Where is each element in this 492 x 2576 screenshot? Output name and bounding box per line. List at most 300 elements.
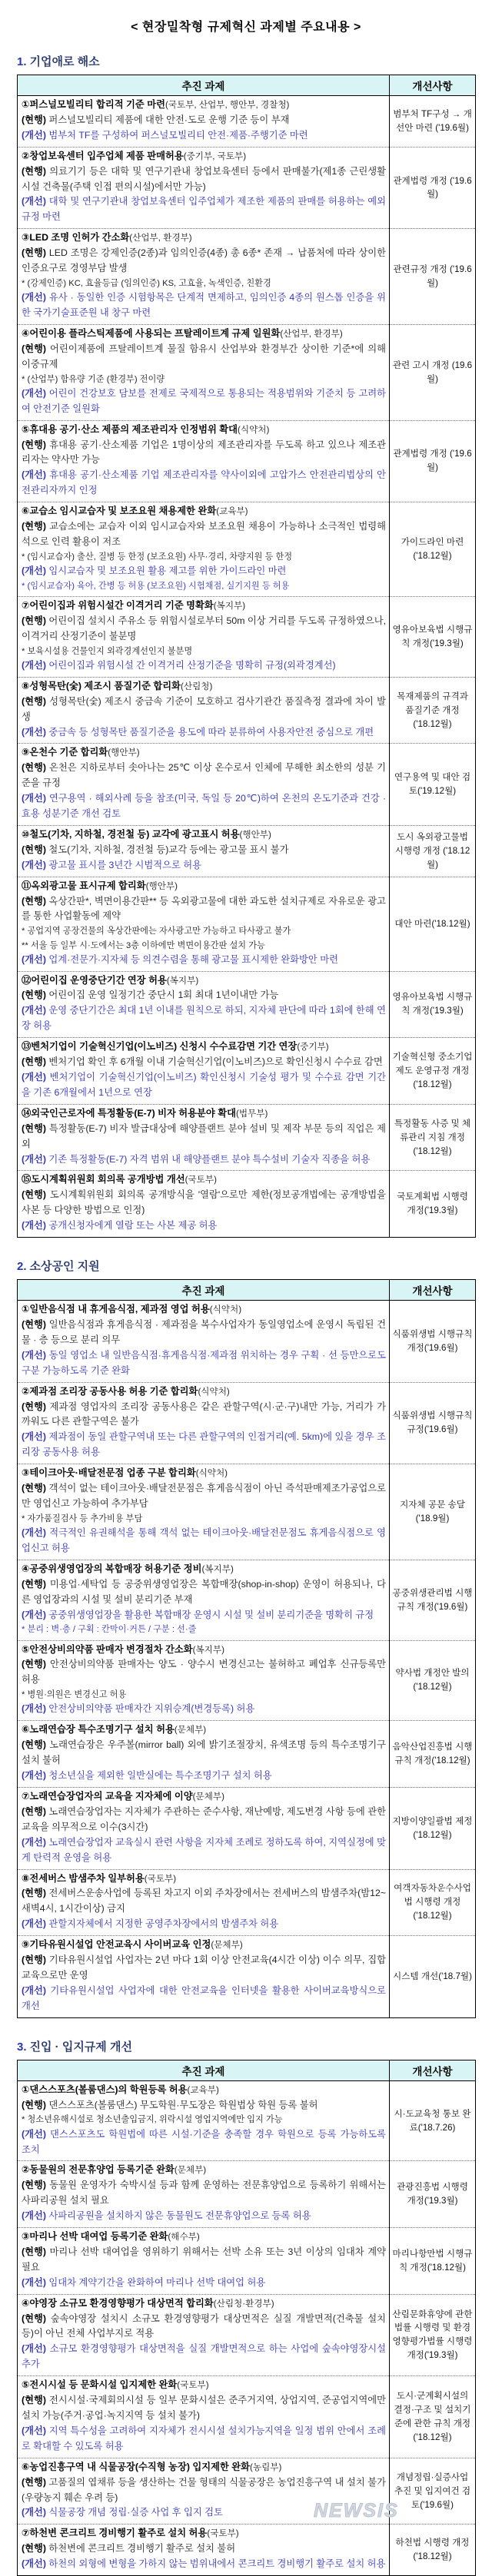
task-cell	[18, 2376, 390, 2458]
section-title: 소상공인 지원	[29, 1260, 100, 1274]
task-ministry: (국토부)	[207, 2528, 239, 2539]
column-header-improvement: 개선사항	[390, 2060, 476, 2080]
table-row	[18, 502, 476, 597]
footnote-line-blue: * (임시교습자) 육아, 간병 등 허용 (보조요원) 시험채점, 실기지원 등 허용	[22, 581, 290, 591]
footnote-line-blue: * 분리 : 벽·층 / 구획 : 칸막이·커튼 / 구분 : 선·줄	[22, 1625, 197, 1635]
improvement-cell: 관계법령 개정 ('19.6월)	[390, 420, 476, 502]
improve-label: (개선)	[22, 387, 46, 399]
improve-line: (개선) 청소년실을 제외한 일반실에는 특수조명기구 설치 허용	[22, 1770, 272, 1782]
table-row	[18, 825, 476, 877]
task-cell	[18, 2228, 390, 2295]
column-header-task: 추진 과제	[18, 75, 390, 96]
improve-label: (개선)	[22, 1431, 46, 1443]
table-row	[18, 420, 476, 502]
task-ministry: (국토부)	[177, 2380, 209, 2391]
task-title-text: ④공중위생영업장의 복합매장 허용기준 정비	[22, 1563, 202, 1574]
task-ministry: (중기부, 국토부)	[183, 151, 247, 161]
current-line: (현행) 옥상간판*, 벽면이용간판** 등 옥외광고물에 대한 과도한 설치규제로 자유로운 광고를 통한 사업활동에 제약	[22, 895, 386, 922]
task-title-text: ①일반음식점 내 휴게음식점, 제과점 영업 허용	[22, 1304, 210, 1315]
task-ministry: (식약처)	[195, 1468, 228, 1479]
improve-label: (개선)	[22, 2210, 46, 2222]
current-line: (현행) 특정활동(E-7) 비자 발급대상에 해양플랜트 분야 설비 및 제작 부문 등의 직업은 제외	[22, 1122, 386, 1149]
table-body	[18, 2080, 476, 2575]
task-ministry: (중기부)	[297, 1042, 329, 1053]
table-header	[18, 2060, 476, 2080]
improve-label: (개선)	[22, 196, 46, 207]
improve-label: (개선)	[22, 1527, 46, 1538]
page-title: < 현장밀착형 규제혁신 과제별 주요내용 >	[131, 21, 361, 34]
task-title-text: ⑨기타유원시설업 안전교육시 사이버교육 인정	[22, 1939, 211, 1951]
task-title-text: ⑥노래연습장 특수조명기구 설치 허용	[22, 1724, 175, 1736]
task-title-text: ⑥교습소 임시교습자 및 보조요원 채용제한 완화	[22, 506, 217, 517]
task-cell	[18, 971, 390, 1038]
task-ministry: (국토부)	[184, 1175, 217, 1185]
table-row	[18, 1787, 476, 1869]
task-title	[22, 745, 386, 761]
improvement-cell: 연구용역 및 대안 검토('19.12월)	[390, 744, 476, 826]
task-ministry: (문체부)	[174, 2165, 207, 2176]
table-row	[18, 744, 476, 826]
improve-label: (개선)	[22, 1836, 46, 1848]
improvement-cell: 지방이양일괄법 제정 ('18.12월)	[390, 1787, 476, 1869]
improve-label: (개선)	[22, 1918, 46, 1930]
task-title-text: ④어린이용 플라스틱제품에 사용되는 프탈레이트계 규제 일원화	[22, 327, 281, 339]
improvement-cell: 식품위생법 시행규칙 개정('19.6월)	[392, 1328, 473, 1353]
task-cell	[18, 96, 390, 148]
current-label: (현행)	[22, 1739, 46, 1751]
current-label: (현행)	[22, 1805, 46, 1817]
improvement-cell: 관련 고시 개정 (19.6월)	[390, 324, 476, 420]
task-title	[22, 98, 386, 113]
task-ministry: (문체부)	[174, 1725, 207, 1736]
improve-label: (개선)	[22, 1153, 46, 1165]
improvement-cell: 산림문화휴양에 관한 법률 시행령 및 환경영향평가법률 시행령 개정('19.3월)	[390, 2294, 476, 2376]
improvement-cell: 시스템 개선('18.7월)	[390, 1936, 476, 2018]
table-row	[18, 324, 476, 420]
task-cell	[18, 825, 390, 877]
current-label: (현행)	[22, 1189, 46, 1201]
task-ministry: (행안부)	[108, 748, 140, 758]
improvement-cell: 관련규정 개정 ('19.6월)	[390, 229, 476, 325]
improvement-cell: 특정활동 사증 및 체류관리 지침 개정('18.12월)	[390, 1104, 476, 1171]
current-label: (현행)	[22, 844, 46, 855]
improve-label: (개선)	[22, 2128, 46, 2140]
task-title	[22, 504, 386, 519]
task-ministry: (행안부)	[239, 829, 271, 840]
task-title	[22, 1643, 386, 1658]
task-table-2	[17, 1279, 476, 2018]
newsis-watermark: NEWSIS	[314, 2500, 399, 2521]
section-heading-1	[17, 53, 475, 69]
section-number: 1.	[17, 55, 27, 68]
task-title	[22, 879, 386, 894]
task-title	[22, 2460, 386, 2475]
improve-label: (개선)	[22, 1005, 46, 1016]
footnote-line: * 공업지역 공장건물의 옥상간판에는 자사광고만 가능하고 타사광고 불가	[22, 927, 291, 937]
task-ministry: (산업부, 환경부)	[280, 328, 343, 339]
table-row	[18, 147, 476, 229]
current-label: (현행)	[22, 1578, 46, 1590]
table-row	[18, 597, 476, 678]
section-heading-3	[17, 2038, 475, 2054]
task-title-text: ⑩철도(기차, 지하철, 경전철 등) 교각에 광고표시 허용	[22, 828, 240, 840]
task-cell	[18, 1171, 390, 1238]
task-ministry: (농림부)	[250, 2462, 282, 2472]
current-line: (현행) 퍼스널모빌리티 제품에 대한 안전·도로 운행 기준 등이 부재	[22, 114, 290, 125]
column-header-task: 추진 과제	[18, 1280, 390, 1301]
column-header-improvement: 개선사항	[390, 75, 476, 96]
table-row	[18, 1464, 476, 1560]
task-ministry: (법무부)	[236, 1108, 268, 1119]
improvement-cell: 공중위생관리법 시행규칙 개정('19.6월)	[390, 1560, 476, 1640]
improve-label: (개선)	[22, 2558, 46, 2570]
task-title-text: ②동물원의 전문휴양업 등록기준 완화	[22, 2164, 175, 2176]
improvement-cell: 하천법 시행령 개정 ('18.12월)	[390, 2525, 476, 2576]
current-line: (현행) 의료기기 등은 대학 및 연구기관내 창업보육센터 등에서 판매불가(제1종 근린생활시설 건축물(주택 인접 편의시설)에서만 가능)	[22, 165, 386, 192]
task-title	[22, 2163, 386, 2178]
improve-line: (개선) 중금속 등 성형목탄 품질기준을 용도에 따라 분류하여 사용자안전 중심으로 개편	[22, 726, 374, 738]
improve-line: (개선) 임대차 계약기간을 완화하여 마리나 선박 대여업 허용	[22, 2276, 266, 2288]
task-title-text: ⑦하천변 콘크리트 경비행기 활주로 설치 허용	[22, 2528, 208, 2539]
footnote-line: * 자가품질검사 등 추가비용 부담	[22, 1513, 143, 1523]
current-label: (현행)	[22, 1122, 46, 1134]
improvement-cell: 목재제품의 규격과 품질기준 개정 ('18.12월)	[390, 677, 476, 744]
improve-line: (개선) 적극적인 유권해석을 통해 객석 없는 테이크아웃·배달전문점도 휴게음식점으로 영업신고 허용	[22, 1527, 386, 1553]
task-ministry: (식약처)	[238, 424, 270, 435]
current-label: (현행)	[22, 1483, 46, 1494]
improve-label: (개선)	[22, 859, 46, 870]
table-row	[18, 1038, 476, 1105]
task-title-text: ⑫어린이집 운영중단기간 연장 허용	[22, 974, 167, 986]
improve-label: (개선)	[22, 793, 46, 804]
task-cell	[18, 1104, 390, 1171]
current-label: (현행)	[22, 165, 46, 177]
improve-line: (개선) 제과점이 동일 관할구역내 또는 다른 관할구역의 인접거리(예. 5km)에 있을 경우 조리장 공동사용 허용	[22, 1431, 386, 1458]
task-title-text: ①댄스스포츠(볼룸댄스)의 학원등록 허용	[22, 2084, 188, 2095]
improve-line: (개선) 휴대용 공기·산소제품 기업 제조관리자를 약사이외에 고압가스 안전관리법상의 안전관리자까지 인정	[22, 469, 386, 496]
current-label: (현행)	[22, 247, 46, 259]
table-row	[18, 1560, 476, 1640]
table-header	[18, 1280, 476, 1301]
improve-line: (개선) 댄스스포츠도 학원법에 따른 시설·기준을 충족할 경우 학원으로 등록 가능하도록 조치	[22, 2128, 386, 2155]
task-title	[22, 827, 386, 843]
task-title-text: ⑥농업진흥구역 내 식물공장(수직형 농장) 입지제한 완화	[22, 2461, 251, 2472]
current-label: (현행)	[22, 695, 46, 707]
section-number: 3.	[17, 2040, 27, 2054]
table-row	[18, 1382, 476, 1464]
task-ministry: (복지부)	[166, 975, 199, 986]
task-ministry: (국토부, 산업부, 행안부, 경찰청)	[165, 100, 290, 110]
improve-label: (개선)	[22, 565, 46, 576]
table-row	[18, 877, 476, 971]
task-title	[22, 1384, 386, 1400]
improvement-cell: 여객자동차운수사업법 시행령 개정 ('18.12월)	[390, 1869, 476, 1936]
task-title	[22, 1562, 386, 1577]
improve-label: (개선)	[22, 1770, 46, 1782]
current-line: (현행) 댄스스포츠(볼룸댄스) 무도학원·무도장은 학원법상 학원 등록 불허	[22, 2099, 318, 2110]
current-label: (현행)	[22, 1318, 46, 1330]
current-label: (현행)	[22, 2180, 46, 2191]
task-cell	[18, 229, 390, 325]
improve-label: (개선)	[22, 1072, 46, 1083]
improvement-cell: 영유아보육법 시행규칙 개정('19.3월)	[390, 971, 476, 1038]
current-line: (현행) 도시계획위원회 회의록 공개방식을 '열람'으로만 제한(정보공개법에는 공개방법을 사본 등 다양한 방법으로 인정)	[22, 1189, 386, 1216]
current-line: (현행) 마리나 선박 대여업을 영위하기 위해서는 선박 소유 또는 3년 이상의 임대차 계약 필요	[22, 2246, 386, 2273]
improve-label: (개선)	[22, 1703, 46, 1715]
task-cell	[18, 597, 390, 678]
task-title	[22, 1172, 386, 1188]
current-line: (현행) 하천변에 콘크리트 경비행기 활주로 설치 불허	[22, 2543, 236, 2554]
task-ministry: (산림청)	[181, 681, 213, 691]
current-label: (현행)	[22, 114, 46, 125]
improve-label: (개선)	[22, 1609, 46, 1620]
task-title	[22, 679, 386, 695]
task-cell	[18, 1721, 390, 1788]
task-cell	[18, 502, 390, 597]
current-line: (현행) 어린이집 설치시 주유소 등 위험시설로부터 50m 이상 거리를 두도록 규정하였으나, 이격거리 산정기준이 불분명	[22, 615, 386, 642]
header-row	[18, 75, 476, 96]
current-label: (현행)	[22, 2312, 46, 2324]
task-title	[22, 2230, 386, 2245]
table-row	[18, 96, 476, 148]
task-title	[22, 2083, 386, 2098]
column-header-task: 추진 과제	[18, 2060, 390, 2080]
section-number: 2.	[17, 1260, 27, 1274]
improvement-cell: 영유아보육법 시행규칙 개정('19.3월)	[390, 597, 476, 678]
current-line: (현행) 기타유원시설업 사업자는 2년 마다 1회 이상 안전교육(4시간 이상) 이수 의무, 집합교육으로만 운영	[22, 1954, 386, 1981]
improve-line: (개선) 업계·전문가·지자체 등 의견수렴을 통해 광고물 표시제한 완화방안 마련	[22, 953, 338, 965]
current-label: (현행)	[22, 439, 46, 450]
improve-label: (개선)	[22, 2507, 46, 2518]
task-title-text: ④야영장 소규모 환경영향평가 대상면적 합리화	[22, 2297, 214, 2309]
table-row	[18, 2294, 476, 2376]
improvement-cell: 국토계획법 시행령 개정('19.3월)	[390, 1171, 476, 1238]
table-row	[18, 1721, 476, 1788]
task-title-text: ⑨온천수 기준 합리화	[22, 747, 108, 758]
task-title	[22, 327, 386, 342]
current-label: (현행)	[22, 762, 46, 774]
improvement-cell: 관계법령 개정 ('19.6월)	[390, 147, 476, 229]
task-title	[22, 2378, 386, 2393]
task-title	[22, 2526, 386, 2541]
improve-label: (개선)	[22, 726, 46, 738]
improve-line: (개선) 관할지자체에서 지정한 공영주차장에서의 밤샘주차 허용	[22, 1918, 279, 1930]
current-line: (현행) 노래연습장은 우주볼(mirror ball) 외에 밝기조절장치, 유색조명 등의 특수조명기구 설치 불허	[22, 1739, 386, 1766]
improvement-cell: 음악산업진흥법 시행규칙 개정('18.12월)	[390, 1721, 476, 1788]
task-ministry: (식약처)	[198, 1386, 230, 1397]
current-line: (현행) 숲속야영장 설치시 소규모 환경영향평가 대상면적은 실질 개발면적(건축물 설치 등)이 아닌 전체 사업부지로 적용	[22, 2312, 386, 2339]
current-line: (현행) 노래연습장업자는 지자체가 주관하는 준수사항, 재난예방, 제도변경 사항 등에 관한 교육을 의무적으로 이수(3시간)	[22, 1805, 386, 1832]
task-cell	[18, 324, 390, 420]
improvement-cell: 마리나항만법 시행규칙 개정('18.12월)	[390, 2228, 476, 2295]
improve-line: (개선) 연구용역 · 해외사례 등을 참조(미국, 독일 등 20℃)하여 온천의 온도기준과 건강 · 효용 성분기준 개선 검토	[22, 793, 386, 820]
improve-line: (개선) 공개신청자에게 열람 또는 사본 제공 허용	[22, 1220, 218, 1232]
current-line: (현행) 미용업·세탁업 등 공중위생영업장은 복합매장(shop-in-shop) 운영이 허용되나, 다른 영업장과의 시설 및 설비 분리기준 부재	[22, 1578, 386, 1605]
improve-label: (개선)	[22, 659, 46, 671]
improvement-cell: 기술혁신형 중소기업 제도 운영규정 개정('18.12월)	[390, 1038, 476, 1105]
task-title	[22, 423, 386, 438]
improvement-cell: 도시·군계획시설의 결정·구조 및 설치기준에 관한 규칙 개정 ('18.12월)	[390, 2376, 476, 2458]
current-line: (현행) 일반음식점과 휴게음식점 · 제과점을 복수사업자가 동일영업소에 운영시 독립된 건물 · 층 등으로 분리 의무	[22, 1318, 386, 1345]
improve-label: (개선)	[22, 2276, 46, 2288]
task-title	[22, 1938, 386, 1953]
footnote-line: * 청소년유해시설로 청소년출입금지, 위락시설 영업지역에만 입지 가능	[22, 2115, 283, 2125]
table-body	[18, 1301, 476, 2018]
current-line: (현행) 철도(기차, 지하철, 경전철 등)교각 등에는 광고물 표시 불가	[22, 844, 289, 855]
current-line: (현행) 온천은 지하로부터 솟아나는 25℃ 이상 온수로서 인체에 무해한 최소한의 성분 기준을 규정	[22, 762, 386, 789]
improve-line: (개선) 임시교습자 및 보조요원 활용 제고를 위한 가이드라인 마련	[22, 565, 287, 576]
improvement-cell: 관광진흥법 시행령 개정('19.3월)	[390, 2161, 476, 2228]
section-title: 기업애로 해소	[29, 55, 100, 68]
task-cell	[18, 677, 390, 744]
table-body	[18, 96, 476, 1238]
current-line: (현행) 휴대용 공기·산소제품 기업은 1명이상의 제조관리자를 두도록 하고 있으나 제조관리자는 약사만 가능	[22, 439, 386, 466]
task-ministry: (교육부)	[216, 506, 248, 517]
section-heading-2	[17, 1258, 475, 1274]
improve-line: (개선) 벤처기업이 기술혁신기업(이노비즈) 확인신청시 기술성 평가 및 수수료 감면 기간을 기존 6개월에서 1년으로 연장	[22, 1072, 386, 1098]
current-label: (현행)	[22, 2476, 46, 2488]
current-label: (현행)	[22, 521, 46, 532]
current-line: (현행) 어린이제품에 프탈레이트계 물질 함유시 산업부와 환경부간 상이한 기준*에 의해 이중규제	[22, 343, 386, 370]
improve-line: (개선) 동일 영업소 내 일반음식점·휴게음식점·제과점 위치하는 경우 구획 · 선 등만으로도 구분 가능하도록 기준 완화	[22, 1349, 386, 1376]
current-line: (현행) 동물원 운영자가 숙박시설 등과 함께 운영하는 전문휴양업으로 등록하기 위해서는 사파리공원 설치 필요	[22, 2180, 386, 2206]
footnote-line: * (산업부) 함유량 기준 (환경부) 전이량	[22, 374, 165, 384]
table-row	[18, 2376, 476, 2458]
improve-label: (개선)	[22, 2343, 46, 2355]
task-cell	[18, 1382, 390, 1464]
improve-line: (개선) 식물공장 개념 정립·실증 사업 후 입지 검토	[22, 2507, 223, 2518]
task-cell	[18, 1640, 390, 1721]
table-row	[18, 1936, 476, 2018]
improve-label: (개선)	[22, 469, 46, 481]
task-title-text: ①퍼스널모빌리티 합리적 기준 마련	[22, 99, 165, 110]
current-line: (현행) 전세버스운송사업에 등록된 차고지 이외 주차장에서는 전세버스의 밤샘주차(밤12~새벽4시, 1시간이상) 금지	[22, 1888, 386, 1915]
improve-label: (개선)	[22, 2425, 46, 2436]
task-title-text: ③LED 조명 인허가 간소화	[22, 232, 130, 244]
current-label: (현행)	[22, 895, 46, 907]
task-cell	[18, 1936, 390, 2018]
table-header	[18, 75, 476, 96]
task-title-text: ⑤안전상비의약품 판매자 변경절차 간소화	[22, 1643, 193, 1655]
task-title-text: ⑬벤처기업이 기술혁신기업(이노비즈) 신청시 수수료감면 기간 연장	[22, 1041, 298, 1053]
current-label: (현행)	[22, 2099, 46, 2110]
table-row	[18, 1301, 476, 1383]
task-ministry: (해수부)	[168, 2232, 200, 2243]
task-ministry: (행안부)	[145, 880, 178, 891]
task-title	[22, 1302, 386, 1318]
current-label: (현행)	[22, 2543, 46, 2554]
footnote-line: * 보육시설용 건물인지 외곽경계선인지 불분명	[22, 646, 193, 656]
column-header-improvement: 개선사항	[390, 1280, 476, 1301]
task-cell	[18, 1464, 390, 1560]
task-ministry: (식약처)	[209, 1305, 242, 1315]
task-ministry: (문체부)	[192, 1791, 224, 1802]
task-ministry: (복지부)	[213, 601, 246, 612]
task-title	[22, 973, 386, 989]
improve-line: (개선) 공중위생영업장을 활용한 복합매장 운영시 시설 및 설비 분리기준을 명확히 규정	[22, 1609, 374, 1620]
improve-line: (개선) 대학 및 연구기관내 창업보육센터 입주업체가 제조한 제품의 판매를 허용하는 예외규정 마련	[22, 196, 386, 223]
table-row	[18, 2080, 476, 2161]
task-title-text: ⑦어린이집과 위험시설간 이격거리 기준 명확화	[22, 600, 214, 612]
improvement-cell: 대안 마련('18.12월)	[390, 877, 476, 971]
task-ministry: (산림청·환경부)	[213, 2298, 274, 2309]
task-ministry: (복지부)	[192, 1644, 224, 1655]
task-title-text: ⑦노래연습장업자의 교육을 지자체에 이양	[22, 1790, 193, 1802]
table-row	[18, 677, 476, 744]
improve-label: (개선)	[22, 953, 46, 965]
table-row	[18, 1640, 476, 1721]
task-title	[22, 230, 386, 246]
current-line: (현행) 성형목탄(숯) 제조시 중금속 기준이 모호하고 검사기관간 품질측정 결과에 차이 발생	[22, 695, 386, 722]
task-title-text: ⑧성형목탄(숯) 제조시 품질기준 합리화	[22, 680, 181, 691]
task-cell	[18, 2080, 390, 2161]
table-row	[18, 2525, 476, 2576]
task-title	[22, 1106, 386, 1122]
current-label: (현행)	[22, 1401, 46, 1412]
sections-container	[0, 53, 492, 2576]
task-title-text: ⑧전세버스 밤샘주차 일부허용	[22, 1872, 145, 1884]
current-line: (현행) 교습소에는 교습자 이외 임시교습자와 보조요원 채용이 가능하나 소극적인 법령해석으로 인력 활용이 저조	[22, 521, 386, 547]
footnote-line: * (임시교습자) 출산, 질병 등 한정 (보조요원) 사무·경리, 차량지원 등 한정	[22, 552, 293, 562]
task-title-text: ③테이크아웃·배달전문점 업종 구분 합리화	[22, 1467, 196, 1479]
improve-label: (개선)	[22, 129, 46, 141]
footnote-line: ** 서울 등 일부 시·도에서는 3층 이하에만 벽면이용간판 설치 가능	[22, 940, 265, 950]
table-row	[18, 1104, 476, 1171]
task-cell	[18, 744, 390, 826]
task-title	[22, 2296, 386, 2312]
current-line: (현행) 객석이 없는 테이크아웃·배달전문점은 휴게음식점이 아닌 즉석판매제조가공업으로만 영업신고 가능하여 추가부담	[22, 1483, 386, 1509]
improvement-cell: 지자체 공문 송달 ('18.9월)	[390, 1464, 476, 1560]
task-table-3	[17, 2060, 476, 2576]
table-row	[18, 2458, 476, 2525]
header-row	[18, 1280, 476, 1301]
task-ministry: (산업부, 환경부)	[129, 233, 192, 244]
improve-line: (개선) 어린이집과 위험시설 간 이격거리 산정기준을 명확히 규정(외곽경계선)	[22, 659, 336, 671]
task-cell	[18, 1301, 390, 1383]
footnote-line: * (강제인증) KC, 효율등급 (임의인증) KS, 고효율, 녹색인증, 친환경	[22, 278, 271, 288]
task-title-text: ⑤휴대용 공기·산소 제품의 제조관리자 인정범위 확대	[22, 423, 238, 435]
current-line: (현행) 안전상비의약품 판매자는 양도 · 양수시 변경신고는 불허하고 폐업후 신규등록만 허용	[22, 1659, 386, 1686]
task-title	[22, 149, 386, 164]
task-title	[22, 1466, 386, 1481]
task-cell	[18, 1560, 390, 1640]
current-line: (현행) 어린이집 운영 일정기간 중단시 1회 최대 1년이내만 가능	[22, 990, 279, 1001]
table-row	[18, 971, 476, 1038]
task-title-text: ②창업보육센터 입주업체 제품 판매허용	[22, 150, 184, 161]
current-line: (현행) LED 조명은 강제인증(2종)과 임의인증(4종) 총 6종* 존재 → 납품처에 따라 상이한 인증요구로 경영부담 발생	[22, 247, 386, 274]
current-line: (현행) 고품질의 엽채류 등을 생산하는 건물 형태의 식물공장은 농업진흥구역 내 설치 불가(우량농지 훼손 우려 등)	[22, 2476, 386, 2503]
current-label: (현행)	[22, 1888, 46, 1899]
task-title	[22, 1722, 386, 1738]
header-row	[18, 2060, 476, 2080]
improve-line: (개선) 범부처 TF를 구성하여 퍼스널모빌리티 안전·제품·주행기준 마련	[22, 129, 308, 141]
footnote-line: * 병원·의원은 변경신고 허용	[22, 1690, 127, 1700]
improvement-cell: 식품위생법 시행규칙 규정('19.6월)	[390, 1382, 476, 1464]
current-line: (현행) 제과점 영업자의 조리장 공동사용은 같은 관할구역(시·군·구)내만 가능, 거리가 가까워도 다른 관할구역은 불가	[22, 1401, 386, 1427]
current-label: (현행)	[22, 1056, 46, 1068]
task-title-text: ⑤전시시설 등 문화시설 입지제한 완화	[22, 2379, 178, 2391]
current-line: (현행) 벤처기업 확인 후 6개월 이내 기술혁신기업(이노비즈)으로 확인신청시 수수료 감면	[22, 1056, 383, 1068]
task-cell	[18, 147, 390, 229]
table-row	[18, 229, 476, 325]
task-ministry: (복지부)	[201, 1563, 234, 1574]
current-label: (현행)	[22, 2246, 46, 2257]
task-cell	[18, 1869, 390, 1936]
current-label: (현행)	[22, 1954, 46, 1966]
improve-line: (개선) 안전상비의약품 판매자간 지위승계(변경등록) 허용	[22, 1703, 255, 1715]
task-ministry: (문체부)	[211, 1940, 243, 1951]
improve-line: (개선) 하천의 외형에 변형을 가하지 않는 범위내에서 콘크리트 경비행기 활주로 설치 허용	[22, 2558, 386, 2570]
